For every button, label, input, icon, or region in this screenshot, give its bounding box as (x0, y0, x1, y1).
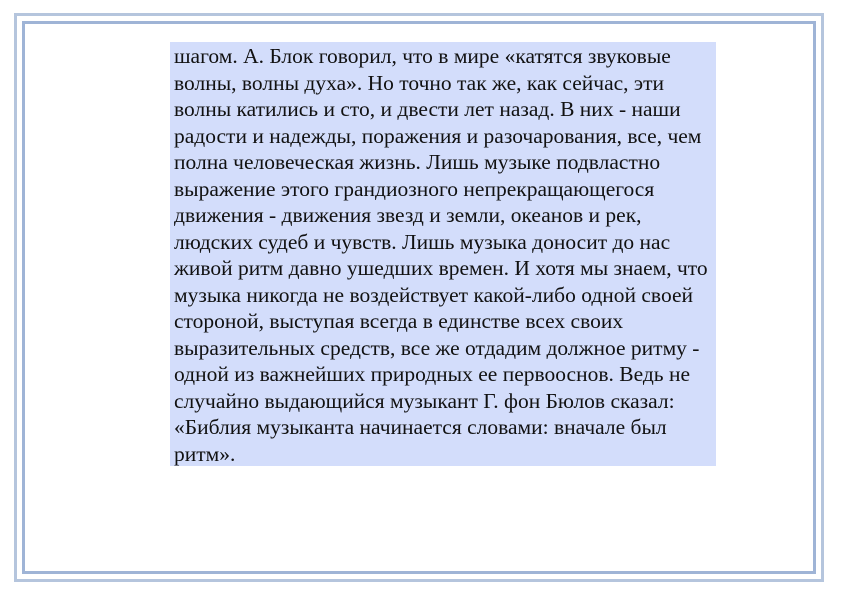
text-box[interactable] (170, 42, 716, 466)
paragraph-text: шагом. А. Блок говорил, что в мире «катятся звуковые волны, волны духа». Но точно так же, как сейчас, эти волны катились и сто, и двести лет назад. В них - наши радости и надежды, поражения и разочарования, все, чем полна человеческая жизнь. Лишь музыке подвластно выражение этого грандиозного непрекращающегося движения - движения звезд и земли, океанов и рек, людских судеб и чувств. Лишь музыка доносит до нас живой ритм давно ушедших времен. И хотя мы знаем, что музыка никогда не воздействует какой-либо одной своей стороной, выступая всегда в единстве всех своих выразительных средств, все же отдадим должное ритму - одной из важнейших природных ее первооснов. Ведь не случайно выдающийся музыкант Г. фон Бюлов сказал: «Библия музыканта начинается словами: вначале был ритм». (174, 44, 708, 466)
